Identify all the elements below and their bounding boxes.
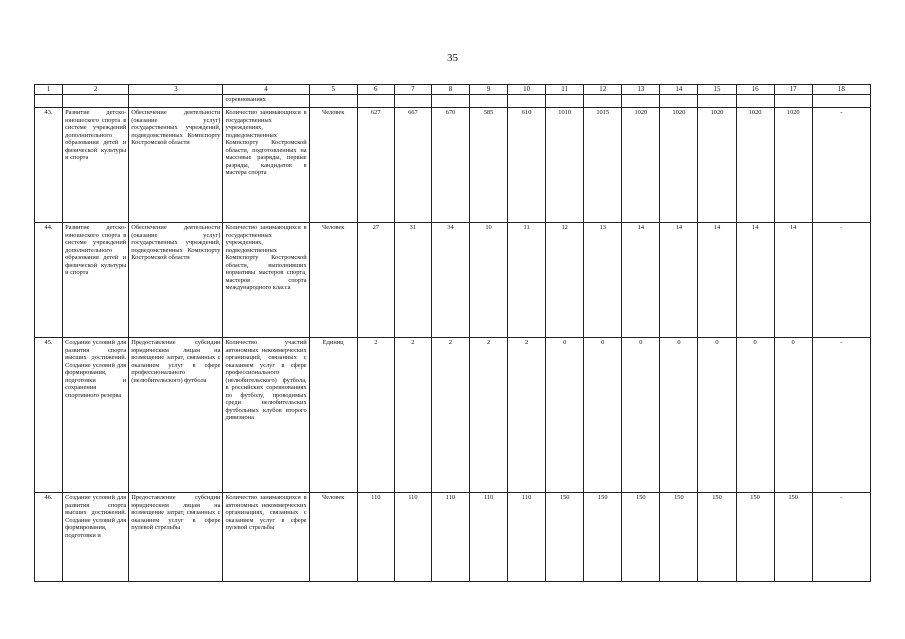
unit-of-measure: Единиц [309, 338, 357, 493]
table-row [35, 223, 871, 338]
column-number: 9 [469, 85, 507, 95]
indicator-value: 14 [774, 223, 812, 338]
program-direction: Создание условий для развития спорта высших достижений. Создание условий для формирования, подготовки и сохранения спортивного резерва [63, 338, 129, 493]
column-number: 18 [812, 85, 870, 95]
indicator-value: 27 [357, 223, 394, 338]
indicator-value: 2 [431, 338, 469, 493]
indicator-value: 585 [469, 108, 507, 223]
indicator-value: 110 [469, 493, 507, 582]
indicator-value: 0 [774, 338, 812, 493]
program-direction: Развитие детско-юношеского спорта в системе учреждений дополнительного образования детей и физической культуры и спорта [63, 223, 129, 338]
column-number: 2 [63, 85, 129, 95]
indicator-name: Количество занимающихся в автономных некоммерческих организациях, связанных с оказанием услуг в сфере пулевой стрельбы [223, 493, 309, 582]
continuation-text: соревнованиях [223, 95, 309, 108]
indicator-value: 31 [394, 223, 431, 338]
continuation-row [35, 95, 871, 108]
page-number: 35 [447, 52, 458, 64]
indicator-name: Количество участий автономных некоммерческих организаций, связанных с оказанием услуг в сфере профессионального (нелюбительского) футбола, в российских соревнованиях по футболу, проводимых среди нелюбительских футбольных клубов второго дивизиона [223, 338, 309, 493]
indicator-value: 150 [660, 493, 698, 582]
table-row [35, 108, 871, 223]
indicator-value: 667 [394, 108, 431, 223]
indicator-value: 0 [584, 338, 622, 493]
indicator-value: 150 [546, 493, 584, 582]
unit-of-measure: Человек [309, 108, 357, 223]
indicator-value: 610 [508, 108, 546, 223]
column-number: 10 [508, 85, 546, 95]
indicator-value: 0 [736, 338, 774, 493]
unit-of-measure: Человек [309, 223, 357, 338]
indicator-value: 110 [394, 493, 431, 582]
indicator-value: 13 [584, 223, 622, 338]
indicator-value: 2 [357, 338, 394, 493]
indicators-table [34, 84, 871, 582]
note-cell: - [812, 493, 870, 582]
column-number: 7 [394, 85, 431, 95]
indicator-value: 2 [394, 338, 431, 493]
column-number: 17 [774, 85, 812, 95]
indicator-value: 1020 [736, 108, 774, 223]
indicator-value: 2 [508, 338, 546, 493]
note-cell: - [812, 338, 870, 493]
unit-of-measure: Человек [309, 493, 357, 582]
indicator-value: 0 [698, 338, 736, 493]
indicator-value: 1020 [660, 108, 698, 223]
indicator-value: 0 [622, 338, 660, 493]
column-number: 6 [357, 85, 394, 95]
column-number: 3 [129, 85, 223, 95]
indicator-value: 150 [698, 493, 736, 582]
indicator-value: 11 [508, 223, 546, 338]
column-number: 8 [431, 85, 469, 95]
indicator-value: 1010 [546, 108, 584, 223]
table-row [35, 338, 871, 493]
column-number: 13 [622, 85, 660, 95]
indicator-value: 14 [736, 223, 774, 338]
indicator-value: 150 [622, 493, 660, 582]
indicator-value: 14 [622, 223, 660, 338]
indicator-value: 110 [431, 493, 469, 582]
indicator-value: 2 [469, 338, 507, 493]
indicator-value: 0 [546, 338, 584, 493]
indicator-value: 1020 [774, 108, 812, 223]
row-number: 44. [35, 223, 63, 338]
column-number: 4 [223, 85, 309, 95]
indicator-value: 0 [660, 338, 698, 493]
indicator-name: Количество занимающихся в государственных учреждениях, подведомственных Компспорту Костромской области, подготовленных на массовые разряды, первые разряды, кандидатов в мастера спорта [223, 108, 309, 223]
indicator-value: 110 [357, 493, 394, 582]
column-number: 1 [35, 85, 63, 95]
column-number: 16 [736, 85, 774, 95]
program-direction: Развитие детско-юношеского спорта в системе учреждений дополнительного образования детей и физической культуры и спорта [63, 108, 129, 223]
indicator-value: 150 [774, 493, 812, 582]
note-cell: - [812, 223, 870, 338]
indicator-value: 14 [698, 223, 736, 338]
row-number: 45. [35, 338, 63, 493]
row-number: 43. [35, 108, 63, 223]
indicator-value: 34 [431, 223, 469, 338]
column-number-row [35, 85, 871, 95]
column-number: 11 [546, 85, 584, 95]
activity-name: Обеспечение деятельности (оказание услуг) государственных учреждений, подведомственных Компспорту Костромской области [129, 108, 223, 223]
activity-name: Обеспечение деятельности (оказание услуг) государственных учреждений, подведомственных Компспорту Костромской области [129, 223, 223, 338]
indicator-value: 150 [736, 493, 774, 582]
indicator-value: 1020 [622, 108, 660, 223]
indicator-value: 12 [546, 223, 584, 338]
activity-name: Предоставление субсидии юридическим лицам на возмещение затрат, связанных с оказанием услуг в сфере пулевой стрельбы [129, 493, 223, 582]
activity-name: Предоставление субсидии юридическим лицам на возмещение затрат, связанных с оказанием услуг в сфере профессионального (нелюбительского) футбола [129, 338, 223, 493]
column-number: 15 [698, 85, 736, 95]
row-number: 46. [35, 493, 63, 582]
indicator-value: 14 [660, 223, 698, 338]
indicator-value: 150 [584, 493, 622, 582]
program-direction: Создание условий для развития спорта высших достижений. Создание условий для формирования, подготовки и [63, 493, 129, 582]
table-row [35, 493, 871, 582]
column-number: 14 [660, 85, 698, 95]
indicator-value: 1015 [584, 108, 622, 223]
indicator-value: 110 [508, 493, 546, 582]
indicator-value: 670 [431, 108, 469, 223]
indicator-value: 1020 [698, 108, 736, 223]
note-cell: - [812, 108, 870, 223]
column-number: 5 [309, 85, 357, 95]
indicator-value: 627 [357, 108, 394, 223]
indicator-value: 10 [469, 223, 507, 338]
column-number: 12 [584, 85, 622, 95]
indicator-name: Количество занимающихся в государственных учреждениях, подведомственных Компспорту Костромской области, выполнивших нормативы мастеров спорта, мастеров спорта международного класса [223, 223, 309, 338]
